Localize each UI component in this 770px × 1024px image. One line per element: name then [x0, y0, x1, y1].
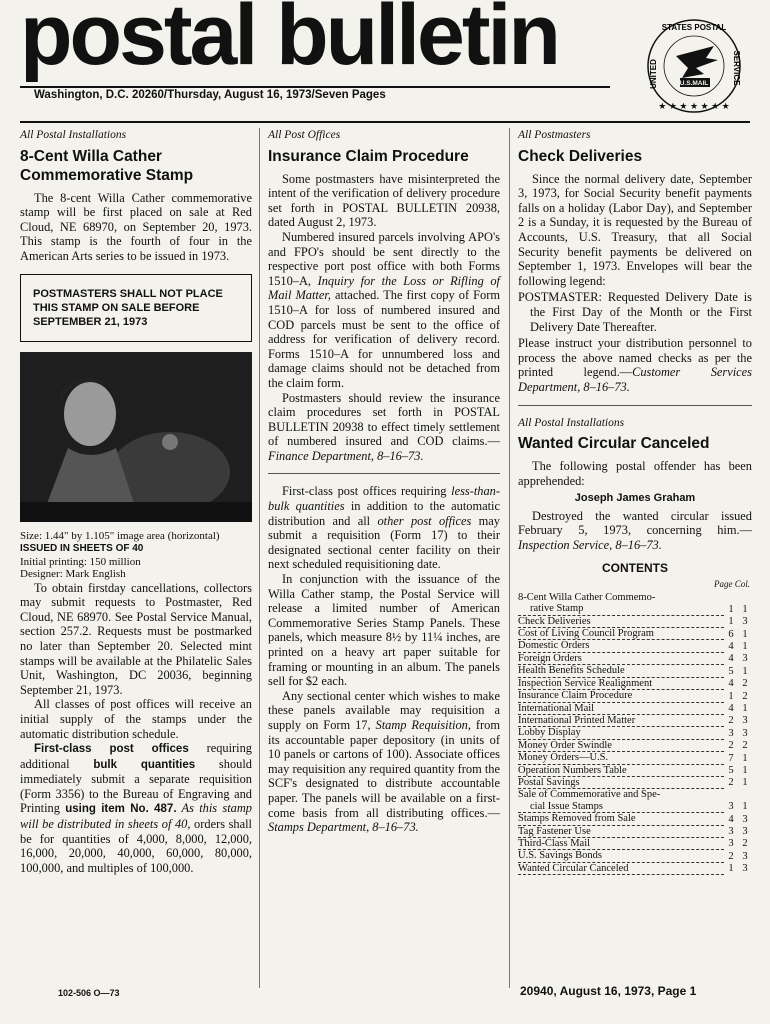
contents-page: 2 [728, 777, 734, 789]
kicker: All Postal Installations [518, 416, 625, 429]
column-divider [509, 128, 510, 988]
paragraph: The following postal offender has been apprehended: [518, 459, 752, 488]
contents-page: 1 [728, 616, 734, 628]
contents-row [518, 752, 752, 764]
contents-row [518, 603, 752, 615]
kicker: All Post Offices [268, 129, 341, 141]
contents-table [518, 592, 752, 875]
contents-page: 4 [728, 653, 734, 665]
contents-entry: Postal Savings [518, 776, 724, 788]
contents-page: 4 [728, 813, 734, 825]
contents-page: 1 [728, 690, 734, 702]
contents-col: 2 [742, 678, 748, 690]
seal-mail-text: U.S.MAIL [679, 80, 709, 87]
contents-entry: Stamps Removed from Sale [518, 813, 724, 825]
masthead [20, 0, 755, 120]
contents-entry: Operation Numbers Table [518, 764, 724, 776]
contents-col: 3 [742, 813, 748, 825]
masthead-subtitle: Washington, D.C. 20260/Thursday, August 16, 1973/Seven Pages [34, 89, 386, 101]
contents-page: 4 [728, 640, 734, 652]
paragraph: All classes of post offices will receive an initial supply of the stamps under the automatic distribution schedule. [20, 697, 252, 741]
offender-name: Joseph James Graham [574, 492, 696, 505]
contents-entry: Money Order Swindle [518, 739, 724, 751]
contents-page: 5 [728, 765, 734, 777]
contents-entry: Third-Class Mail [518, 837, 724, 849]
contents-page: 4 [728, 678, 734, 690]
contents-col: 3 [742, 715, 748, 727]
contents-row [518, 652, 752, 664]
contents-page: 4 [728, 703, 734, 714]
paragraph: Some postmasters have misinterpreted the intent of the verification of delivery procedure set forth in POSTAL BULLETIN 20938, dated August 2, 1973. [268, 171, 500, 230]
top-rule [20, 121, 750, 123]
footer-issue: 20940, August 16, 1973, Page 1 [520, 984, 697, 998]
seal-left-text: UNITED [649, 59, 658, 89]
column-3 [518, 128, 752, 875]
contents-row [518, 677, 752, 689]
usps-seal-icon [636, 16, 756, 122]
contents-page: 3 [728, 801, 734, 813]
contents-page: 2 [728, 715, 734, 727]
contents-entry: Domestic Orders [518, 640, 724, 652]
contents-col: 3 [742, 653, 748, 665]
contents-page: 1 [728, 603, 734, 615]
contents-col: 1 [742, 628, 748, 640]
kicker: All Postmasters [518, 129, 591, 141]
masthead-title: postal bulletin [20, 0, 558, 83]
contents-page: 1 [728, 863, 734, 875]
contents-entry: Money Orders—U.S. [518, 752, 724, 764]
contents-row [518, 714, 752, 726]
contents-col: 2 [742, 838, 748, 850]
contents-page: 6 [728, 628, 734, 640]
contents-col: 1 [742, 752, 748, 764]
paragraph: To obtain firstday cancellations, collectors may submit requests to Postmaster, Red Cloud, NE 68970. See Postal Service Manual, section 257.2. Requests must be postmarked no later than September 20. Selected mint stamps will be available at the Philatelic Sales Unit, Washington, DC 20036, beginning September 21, 1973. [20, 580, 252, 697]
legend: POSTMASTER: Requested Delivery Date is the First Day of the Month or the First Delivery Date Thereafter. [518, 290, 752, 334]
contents-page [724, 592, 738, 603]
contents-entry: U.S. Savings Bonds [518, 850, 724, 862]
paragraph: In conjunction with the issuance of the Willa Cather stamp, the Postal Service will release a limited number of American Commemorative Series Stamp Panels. These panels, which measure 8½ by 11¼ inches, are printed on a heavy art paper suitable for framing or mounting in an album. The panels sell for $2 each. [268, 572, 500, 689]
contents-col [738, 592, 752, 603]
contents-col: 2 [742, 690, 748, 702]
paragraph: Any sectional center which wishes to make these panels available may requisition a supply on Form 17, Stamp Requisition, from its accountable paper depository (in units of 10 panels or cartons of 100). Associate offices may requisition any required quantity from the SCF's designated to distribute accountable paper. The panels will be available on a first-come basis from all distributing offices.—Stamps Department, 8–16–73. [268, 688, 500, 835]
section-rule [518, 405, 752, 406]
masthead-rule [20, 86, 610, 88]
article-title: Wanted Circular Canceled [518, 435, 710, 453]
contents-row [518, 727, 752, 739]
contents-entry: Sale of Commemorative and Spe- [518, 789, 661, 801]
contents-page: 7 [728, 752, 734, 764]
kicker: All Postal Installations [20, 129, 127, 141]
contents-col: 1 [742, 665, 748, 677]
contents-row [518, 665, 752, 677]
contents-row [518, 837, 752, 849]
contents-col: 1 [742, 765, 748, 777]
contents-entry: International Printed Matter [518, 714, 724, 726]
contents-col: 1 [742, 703, 748, 714]
column-1 [20, 128, 252, 875]
notice-box: POSTMASTERS SHALL NOT PLACE THIS STAMP ON SALE BEFORE SEPTEMBER 21, 1973 [20, 274, 252, 342]
contents-page: 3 [728, 826, 734, 838]
stamp-portrait-image [20, 352, 252, 522]
paragraph: First-class post offices requiring less-than-bulk quantities in addition to the automatic distribution and all other post offices may submit a requisition (Form 17) to their designated sectional center facility on their next scheduled requisitioning date. [268, 484, 500, 572]
contents-entry: 8-Cent Willa Cather Commemo- [518, 591, 656, 603]
contents-row [518, 739, 752, 751]
caption-printing: Initial printing: 150 million [20, 555, 141, 568]
contents-row [518, 764, 752, 776]
contents-entry: Lobby Display [518, 727, 724, 739]
footer-printer-code: 102-506 O—73 [58, 988, 120, 998]
paragraph: Destroyed the wanted circular issued February 5, 1973, concerning him.—Inspection Service, 8–16–73. [518, 508, 752, 553]
contents-col: 1 [742, 801, 748, 813]
contents-entry: Foreign Orders [518, 652, 724, 664]
contents-page: 3 [728, 727, 734, 739]
contents-col [738, 789, 752, 801]
contents-col: 3 [742, 826, 748, 838]
contents-col: 1 [742, 640, 748, 652]
paragraph: Since the normal delivery date, September 3, 1973, for Social Security benefit payments falls on a holiday (Labor Day), and September 2 is a Sunday, it is requested by the Bureau of Accounts, U.S. Treasury, that all Social Security benefit payments be delivered on September 1, 1973. Envelopes will bear the following legend: [518, 171, 752, 288]
seal-right-text: SERVICE [732, 50, 741, 86]
contents-col: 3 [742, 850, 748, 862]
article-title: Insurance Claim Procedure [268, 147, 469, 165]
contents-entry: Cost of Living Council Program [518, 628, 724, 640]
contents-col: 3 [742, 727, 748, 739]
contents-col: 2 [742, 740, 748, 752]
contents-row [518, 776, 752, 788]
contents-row [518, 789, 752, 801]
contents-entry: Health Benefits Schedule [518, 665, 724, 677]
contents-row [518, 640, 752, 652]
column-2 [268, 128, 500, 835]
contents-page: 2 [728, 740, 734, 752]
contents-page: 3 [728, 838, 734, 850]
contents-row [518, 702, 752, 714]
svg-text:★ ★ ★ ★ ★ ★ ★: ★ ★ ★ ★ ★ ★ ★ [658, 101, 730, 111]
seal-top-text: STATES POSTAL [661, 23, 727, 32]
caption-size: Size: 1.44" by 1.105" image area (horizontal) [20, 529, 220, 542]
paragraph: The 8-cent Willa Cather commemorative stamp will be first placed on sale at Red Cloud, NE 68970, on September 20, 1973. This stamp is the fourth of four in the American Arts series to be issued in 1973. [20, 190, 252, 263]
article-title: Check Deliveries [518, 147, 643, 165]
contents-entry: Wanted Circular Canceled [518, 862, 724, 874]
contents-col: 1 [742, 603, 748, 615]
paragraph: Numbered insured parcels involving APO's and FPO's should be sent directly to the respective port post office with both Forms 1510–A, Inquiry for the Loss or Rifling of Mail Matter, attached. The first copy of Form 1510–A for loss of numbered insured and COD parcels must be sent to the office of address for verification of delivery record. Forms 1510–A for unnumbered loss and damage claims should not be detached from the claim form. [268, 229, 500, 390]
contents-row [518, 592, 752, 603]
contents-page [724, 789, 738, 801]
contents-entry: Tag Fastener Use [518, 825, 724, 837]
column-divider [259, 128, 260, 988]
contents-row [518, 628, 752, 640]
caption-issued: ISSUED IN SHEETS OF 40 [20, 543, 144, 555]
contents-col: 3 [742, 616, 748, 628]
contents-page: 5 [728, 665, 734, 677]
contents-page: 2 [728, 850, 734, 862]
paragraph: Please instruct your distribution personnel to process the above named checks as per the printed legend.—Customer Services Department, 8–16–73. [518, 336, 752, 394]
contents-col: 1 [742, 777, 748, 789]
section-rule [268, 473, 500, 474]
contents-row [518, 690, 752, 702]
paragraph: Postmasters should review the insurance claim procedures set forth in POSTAL BULLETIN 20938 to effect timely settlement of numbered insured and COD claims.—Finance Department, 8–16–73. [268, 390, 500, 463]
contents-header: Page Col. [714, 579, 750, 590]
caption-designer: Designer: Mark English [20, 568, 126, 581]
contents-entry: Check Deliveries [518, 615, 724, 627]
contents-row [518, 615, 752, 627]
contents-entry: Insurance Claim Procedure [518, 690, 724, 702]
contents-title: CONTENTS [602, 560, 668, 575]
article-title: 8-Cent Willa Cather Commemorative Stamp [20, 147, 194, 184]
contents-entry: Inspection Service Realignment [518, 677, 724, 689]
contents-entry: cial Issue Stamps [518, 801, 724, 813]
contents-row [518, 862, 752, 874]
contents-row [518, 801, 752, 813]
contents-entry: rative Stamp [518, 603, 724, 615]
contents-row [518, 850, 752, 862]
contents-row [518, 813, 752, 825]
contents-entry: International Mail [518, 702, 724, 714]
contents-col: 3 [742, 863, 748, 875]
paragraph: First-class post offices requiring additional bulk quantities should immediately submit a separate requisition (Form 3356) to the Bureau of Engraving and Printing using item No. 487. As this stamp will be distributed in sheets of 40, orders shall be for quantities of 4,000, 8,000, 12,000, 16,000, 20,000, 40,000, 60,000, 80,000, 100,000, and multiples of 100,000. [20, 741, 252, 875]
contents-row [518, 825, 752, 837]
